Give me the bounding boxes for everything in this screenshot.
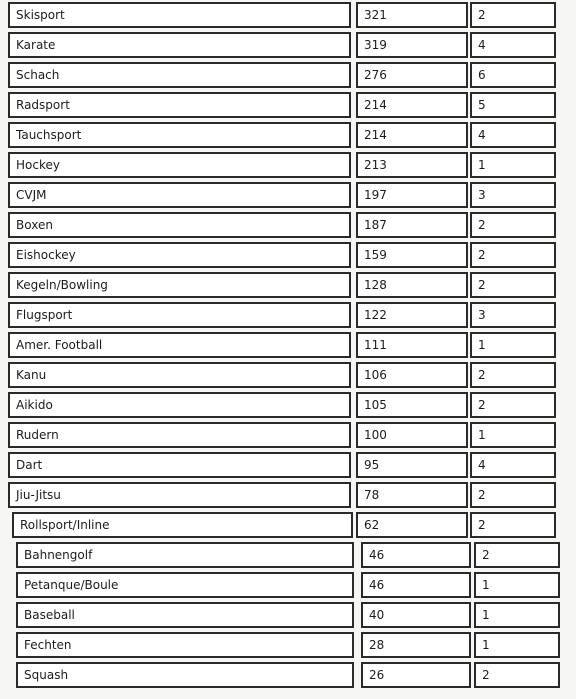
table-row (8, 602, 556, 628)
count-cell: 78 (356, 482, 468, 508)
count-cell: 214 (356, 122, 468, 148)
clubs-cell: 2 (470, 272, 556, 298)
clubs-cell: 1 (474, 572, 560, 598)
clubs-cell: 3 (470, 182, 556, 208)
count-cell: 213 (356, 152, 468, 178)
sport-name-cell: CVJM (8, 182, 351, 208)
table-row (8, 92, 556, 118)
count-cell: 276 (356, 62, 468, 88)
count-cell: 95 (356, 452, 468, 478)
count-cell: 106 (356, 362, 468, 388)
sport-name-cell: Radsport (8, 92, 351, 118)
clubs-cell: 2 (470, 2, 556, 28)
clubs-cell: 1 (470, 422, 556, 448)
clubs-cell: 6 (470, 62, 556, 88)
count-cell: 319 (356, 32, 468, 58)
table-row (8, 32, 556, 58)
sport-name-cell: Kanu (8, 362, 351, 388)
table-row (8, 572, 556, 598)
clubs-cell: 2 (474, 542, 560, 568)
clubs-cell: 2 (470, 512, 556, 538)
table-row (8, 452, 556, 478)
sport-name-cell: Squash (16, 662, 354, 688)
count-cell: 46 (361, 572, 471, 598)
table-row (8, 512, 556, 538)
clubs-cell: 2 (470, 212, 556, 238)
table-row (8, 302, 556, 328)
count-cell: 321 (356, 2, 468, 28)
count-cell: 46 (361, 542, 471, 568)
table-row (8, 362, 556, 388)
table-row (8, 62, 556, 88)
table-row (8, 212, 556, 238)
sport-name-cell: Rollsport/Inline (12, 512, 353, 538)
sport-name-cell: Schach (8, 62, 351, 88)
clubs-cell: 2 (470, 362, 556, 388)
sport-name-cell: Fechten (16, 632, 354, 658)
sports-table (8, 2, 556, 692)
sport-name-cell: Skisport (8, 2, 351, 28)
count-cell: 62 (356, 512, 468, 538)
table-row (8, 182, 556, 208)
sport-name-cell: Rudern (8, 422, 351, 448)
table-row (8, 272, 556, 298)
table-row (8, 392, 556, 418)
sport-name-cell: Karate (8, 32, 351, 58)
clubs-cell: 4 (470, 452, 556, 478)
clubs-cell: 3 (470, 302, 556, 328)
sport-name-cell: Jiu-Jitsu (8, 482, 351, 508)
sport-name-cell: Petanque/Boule (16, 572, 354, 598)
clubs-cell: 4 (470, 32, 556, 58)
clubs-cell: 1 (470, 152, 556, 178)
table-row (8, 332, 556, 358)
table-row (8, 662, 556, 688)
table-row (8, 632, 556, 658)
count-cell: 100 (356, 422, 468, 448)
sport-name-cell: Aikido (8, 392, 351, 418)
count-cell: 28 (361, 632, 471, 658)
count-cell: 40 (361, 602, 471, 628)
table-row (8, 122, 556, 148)
clubs-cell: 2 (470, 482, 556, 508)
sport-name-cell: Amer. Football (8, 332, 351, 358)
sport-name-cell: Boxen (8, 212, 351, 238)
count-cell: 187 (356, 212, 468, 238)
count-cell: 197 (356, 182, 468, 208)
sport-name-cell: Flugsport (8, 302, 351, 328)
count-cell: 214 (356, 92, 468, 118)
sport-name-cell: Tauchsport (8, 122, 351, 148)
count-cell: 159 (356, 242, 468, 268)
sport-name-cell: Dart (8, 452, 351, 478)
sport-name-cell: Hockey (8, 152, 351, 178)
sport-name-cell: Kegeln/Bowling (8, 272, 351, 298)
table-row (8, 152, 556, 178)
clubs-cell: 5 (470, 92, 556, 118)
sport-name-cell: Baseball (16, 602, 354, 628)
table-row (8, 242, 556, 268)
table-row (8, 482, 556, 508)
table-row (8, 422, 556, 448)
sport-name-cell: Eishockey (8, 242, 351, 268)
count-cell: 128 (356, 272, 468, 298)
table-row (8, 2, 556, 28)
count-cell: 122 (356, 302, 468, 328)
count-cell: 26 (361, 662, 471, 688)
clubs-cell: 2 (474, 662, 560, 688)
table-row (8, 542, 556, 568)
clubs-cell: 1 (474, 602, 560, 628)
clubs-cell: 2 (470, 392, 556, 418)
clubs-cell: 4 (470, 122, 556, 148)
count-cell: 105 (356, 392, 468, 418)
clubs-cell: 2 (470, 242, 556, 268)
clubs-cell: 1 (474, 632, 560, 658)
clubs-cell: 1 (470, 332, 556, 358)
count-cell: 111 (356, 332, 468, 358)
sport-name-cell: Bahnengolf (16, 542, 354, 568)
